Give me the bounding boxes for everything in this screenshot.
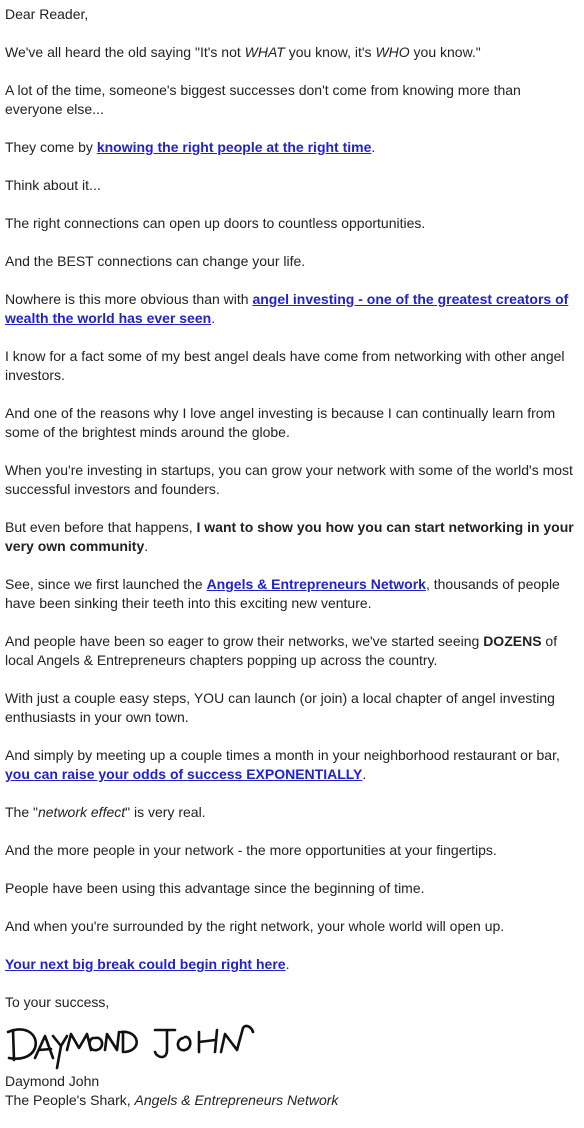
paragraph-think: Think about it... bbox=[5, 177, 101, 193]
text: And people have been so eager to grow their networks, we've started seeing bbox=[5, 633, 484, 649]
paragraph-angel-investing bbox=[5, 290, 576, 328]
text: See, since we first launched the bbox=[5, 576, 207, 592]
paragraph-network-effect bbox=[5, 803, 576, 822]
paragraph-steps: With just a couple easy steps, YOU can launch (or join) a local chapter of angel investing enthusiasts in your own town. bbox=[5, 690, 555, 725]
greeting: Dear Reader, bbox=[5, 6, 89, 22]
paragraph-community bbox=[5, 518, 576, 556]
paragraph-advantage: People have been using this advantage since the beginning of time. bbox=[5, 880, 425, 896]
text-italic: Angels & Entrepreneurs Network bbox=[134, 1092, 339, 1108]
link-right-people[interactable]: knowing the right people at the right time bbox=[96, 139, 372, 155]
text: you know." bbox=[409, 44, 481, 60]
text: The " bbox=[5, 804, 38, 820]
paragraph-more-people: And the more people in your network - the more opportunities at your fingertips. bbox=[5, 842, 497, 858]
text-italic: network effect bbox=[37, 804, 126, 820]
paragraph-network-launch bbox=[5, 575, 576, 613]
text: We've all heard the old saying "It's not bbox=[5, 44, 245, 60]
text: of local Angels & Entrepreneurs chapters popping up across the country. bbox=[5, 633, 558, 668]
signature-title bbox=[5, 1091, 576, 1110]
link-angels-network[interactable]: Angels & Entrepreneurs Network bbox=[206, 576, 426, 592]
paragraph-deals: I know for a fact some of my best angel deals have come from networking with other angel investors. bbox=[5, 348, 565, 383]
text: . bbox=[371, 139, 376, 155]
paragraph-meeting bbox=[5, 746, 576, 784]
text: , thousands of people have been sinking their teeth into this exciting new venture. bbox=[5, 576, 560, 611]
paragraph-come-by bbox=[5, 138, 576, 157]
text: . bbox=[144, 538, 149, 554]
text: . bbox=[211, 310, 216, 326]
paragraph-best: And the BEST connections can change your life. bbox=[5, 253, 306, 269]
paragraph-connections: The right connections can open up doors to countless opportunities. bbox=[5, 215, 426, 231]
paragraph-startups: When you're investing in startups, you can grow your network with some of the world's most successful investors and founders. bbox=[5, 462, 573, 497]
paragraph-world: And when you're surrounded by the right network, your whole world will open up. bbox=[5, 918, 505, 934]
signature-name: Daymond John bbox=[5, 1073, 100, 1089]
link-raise-odds[interactable]: you can raise your odds of success EXPONENTIALLY bbox=[5, 766, 363, 782]
link-big-break[interactable]: Your next big break could begin right here bbox=[5, 956, 286, 972]
text: Nowhere is this more obvious than with bbox=[5, 291, 253, 307]
paragraph-dozens bbox=[5, 632, 576, 670]
link-angel-investing[interactable]: angel investing - one of the greatest creators of wealth the world has ever seen bbox=[5, 291, 569, 326]
text: The People's Shark, bbox=[5, 1092, 135, 1108]
text: " is very real. bbox=[125, 804, 206, 820]
text: But even before that happens, bbox=[5, 519, 197, 535]
text: you know, it's bbox=[284, 44, 376, 60]
text: . bbox=[362, 766, 367, 782]
signature-image bbox=[5, 1016, 576, 1072]
text: They come by bbox=[5, 139, 97, 155]
paragraph-saying bbox=[5, 43, 576, 62]
closing: To your success, bbox=[5, 994, 110, 1010]
paragraph-successes: A lot of the time, someone's biggest successes don't come from knowing more than everyone else... bbox=[5, 82, 521, 117]
text-bold: I want to show you how you can start networking in your very own community bbox=[5, 519, 574, 554]
text: . bbox=[285, 956, 290, 972]
text-bold: DOZENS bbox=[483, 633, 542, 649]
paragraph-learn: And one of the reasons why I love angel investing is because I can continually learn from some of the brightest minds around the globe. bbox=[5, 405, 556, 440]
text: And simply by meeting up a couple times a month in your neighborhood restaurant or bar, bbox=[5, 747, 560, 763]
text-italic: WHAT bbox=[244, 44, 285, 60]
text-italic: WHO bbox=[375, 44, 410, 60]
paragraph-big-break bbox=[5, 955, 576, 974]
